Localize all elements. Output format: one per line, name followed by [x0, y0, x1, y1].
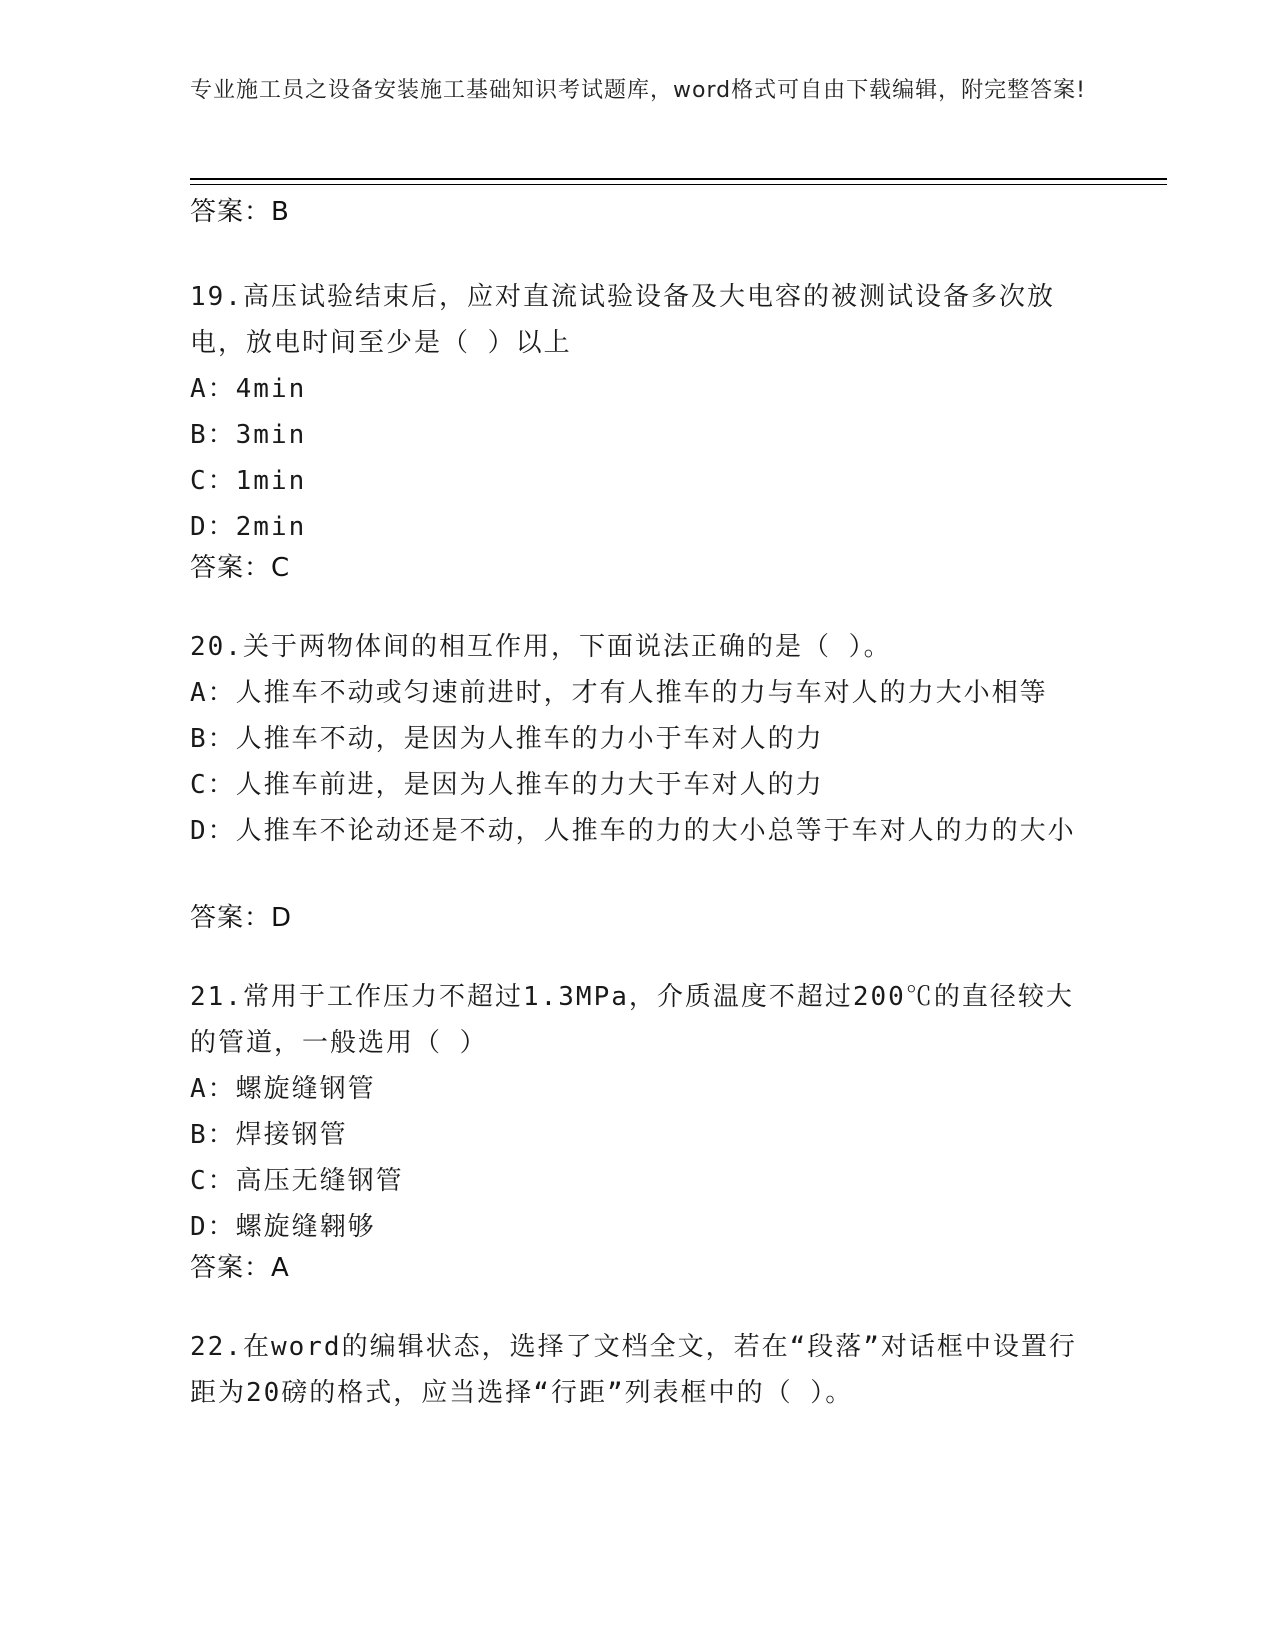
option-c: C：人推车前进，是因为人推车的力大于车对人的力 — [190, 770, 824, 800]
option-a: A：人推车不动或匀速前进时，才有人推车的力与车对人的力大小相等 — [190, 678, 1048, 708]
question-19 — [190, 274, 1090, 550]
question-22-text: 22.在word的编辑状态，选择了文档全文，若在“段落”对话框中设置行距为20磅的格式，应当选择“行距”列表框中的（ ）。 — [190, 1332, 1077, 1408]
question-21-options — [190, 1066, 1090, 1250]
option-c: C：1min — [190, 466, 307, 496]
option-a: A：螺旋缝钢管 — [190, 1074, 376, 1104]
option-c: C：高压无缝钢管 — [190, 1166, 404, 1196]
answer-20: 答案：D — [190, 903, 293, 933]
question-21-text: 21.常用于工作压力不超过1.3MPa，介质温度不超过200℃的直径较大的管道，一般选用（ ） — [190, 982, 1074, 1058]
option-b: B：人推车不动，是因为人推车的力小于车对人的力 — [190, 724, 824, 754]
option-d: D：2min — [190, 512, 307, 542]
option-d: D：人推车不论动还是不动，人推车的力的大小总等于车对人的力的大小 — [190, 816, 1076, 846]
page-header: 专业施工员之设备安装施工基础知识考试题库，word格式可自由下载编辑，附完整答案! — [190, 78, 1086, 103]
answer-19: 答案：C — [190, 553, 291, 583]
header-rule-thin — [190, 184, 1167, 185]
question-19-text: 19.高压试验结束后，应对直流试验设备及大电容的被测试设备多次放电，放电时间至少是（ ）以上 — [190, 282, 1055, 358]
option-a: A：4min — [190, 374, 307, 404]
question-20 — [190, 624, 1090, 854]
question-20-text: 20.关于两物体间的相互作用，下面说法正确的是（ ）。 — [190, 632, 892, 662]
option-d: D：螺旋缝翱够 — [190, 1212, 376, 1242]
header-rule-thick — [190, 178, 1167, 180]
option-b: B：3min — [190, 420, 307, 450]
question-21 — [190, 974, 1090, 1250]
question-19-options — [190, 366, 1090, 550]
answer-prev: 答案：B — [190, 197, 290, 227]
question-20-options — [190, 670, 1090, 854]
answer-21: 答案：A — [190, 1253, 290, 1283]
option-b: B：焊接钢管 — [190, 1120, 348, 1150]
question-22 — [190, 1324, 1090, 1416]
